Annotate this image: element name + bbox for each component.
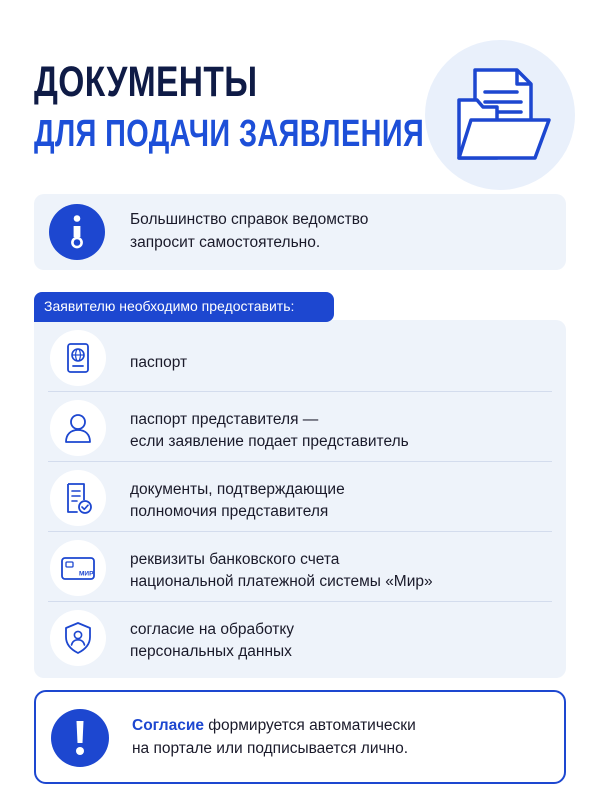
- list-item-text: реквизиты банковского счета национальной платежной системы «Мир»: [130, 551, 433, 590]
- list-item: [34, 532, 566, 602]
- shield-user-icon: [50, 610, 106, 666]
- list-item: [34, 322, 566, 392]
- list-item: [34, 392, 566, 462]
- passport-icon: [50, 330, 106, 386]
- consent-note-card: [34, 690, 566, 784]
- folder-document-icon: [425, 40, 575, 190]
- list-item-text: документы, подтверждающие полномочия представителя: [130, 481, 345, 520]
- warning-badge: [51, 709, 109, 767]
- person-icon: [50, 400, 106, 456]
- list-item-text: паспорт: [130, 354, 188, 371]
- page-title-line2: ДЛЯ ПОДАЧИ ЗАЯВЛЕНИЯ: [34, 113, 425, 155]
- info-text: Большинство справок ведомство запросит самостоятельно.: [130, 211, 369, 251]
- card-brand-text: МИР: [79, 570, 94, 578]
- list-item-text: согласие на обработку персональных данных: [130, 621, 295, 660]
- page-title-line1: ДОКУМЕНТЫ: [34, 58, 258, 106]
- document-check-icon: [50, 470, 106, 526]
- consent-note-text: Согласие формируется автоматически на портале или подписывается лично.: [132, 717, 416, 757]
- folder-illustration: [425, 40, 575, 190]
- bank-card-icon: [50, 540, 106, 596]
- list-item: [34, 462, 566, 532]
- consent-accent: Согласие: [132, 717, 204, 734]
- list-item-text: паспорт представителя — если заявление подает представитель: [130, 411, 409, 450]
- info-badge: [49, 204, 105, 260]
- info-icon: [49, 204, 105, 260]
- list-item: [34, 602, 566, 672]
- info-card: [34, 194, 566, 270]
- required-documents-list: [34, 320, 566, 678]
- exclamation-icon: [51, 709, 109, 767]
- required-list-label: Заявителю необходимо предоставить:: [34, 292, 334, 322]
